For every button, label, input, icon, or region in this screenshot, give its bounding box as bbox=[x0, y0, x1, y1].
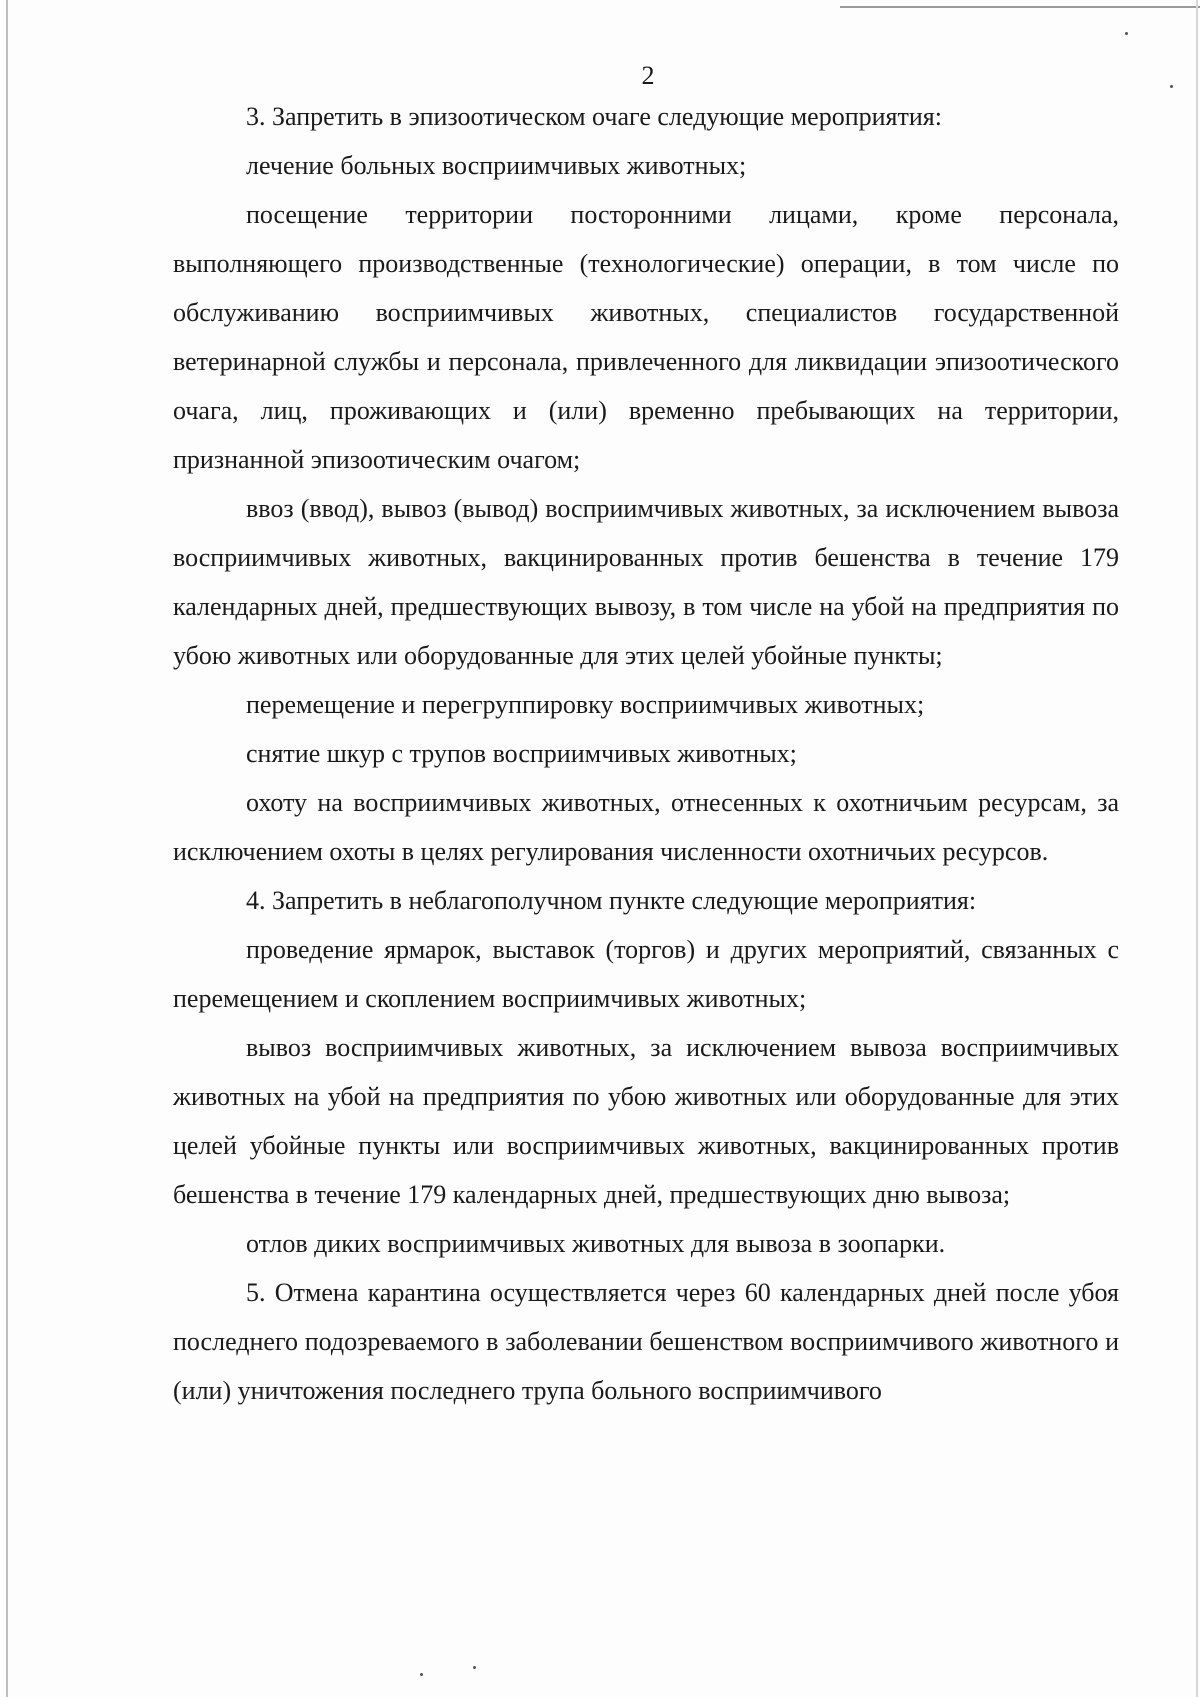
document-body bbox=[173, 92, 1119, 1415]
paragraph-skinning: снятие шкур с трупов восприимчивых животных; bbox=[246, 739, 797, 768]
paragraph-item-3-heading: 3. Запретить в эпизоотическом очаге следующие мероприятия: bbox=[246, 102, 942, 131]
paragraph-import-export: ввоз (ввод), вывоз (вывод) восприимчивых животных, за исключением вывоза восприимчивых животных, вакцинированных против бешенства в течение 179 календарных дней, предшествующих вывозу, в том числе на убой на предприятия по убою животных или оборудованные для этих целей убойные пункты; bbox=[173, 494, 1119, 670]
scan-speck bbox=[473, 1666, 476, 1669]
paragraph-item-5-quarantine: 5. Отмена карантина осуществляется через 60 календарных дней после убоя последнего подозреваемого в заболевании бешенством восприимчивого животного и (или) уничтожения последнего трупа больного восприимчивого bbox=[173, 1278, 1119, 1405]
scan-edge-right bbox=[1196, 0, 1198, 1697]
paragraph-visiting-territory: посещение территории посторонними лицами, кроме персонала, выполняющего производственные (технологические) операции, в том числе по обслуживанию восприимчивых животных, специалистов государственной ветеринарной службы и персонала, привлеченного для ликвидации эпизоотического очага, лиц, проживающих и (или) временно пребывающих на территории, признанной эпизоотическим очагом; bbox=[173, 200, 1119, 474]
paragraph-hunting: охоту на восприимчивых животных, отнесенных к охотничьим ресурсам, за исключением охоты в целях регулирования численности охотничьих ресурсов. bbox=[173, 788, 1119, 866]
paragraph-item-4-heading: 4. Запретить в неблагополучном пункте следующие мероприятия: bbox=[246, 886, 977, 915]
paragraph-fairs: проведение ярмарок, выставок (торгов) и других мероприятий, связанных с перемещением и скоплением восприимчивых животных; bbox=[173, 935, 1119, 1013]
paragraph-export-animals: вывоз восприимчивых животных, за исключением вывоза восприимчивых животных на убой на предприятия по убою животных или оборудованные для этих целей убойные пункты или восприимчивых животных, вакцинированных против бешенства в течение 179 календарных дней, предшествующих дню вывоза; bbox=[173, 1033, 1119, 1209]
page-number: 2 bbox=[641, 61, 655, 90]
paragraph-treatment: лечение больных восприимчивых животных; bbox=[246, 151, 747, 180]
paragraph-trapping: отлов диких восприимчивых животных для вывоза в зоопарки. bbox=[246, 1229, 946, 1258]
scan-speck bbox=[1170, 85, 1173, 88]
scan-edge-top bbox=[840, 6, 1200, 8]
scan-speck bbox=[1125, 32, 1128, 35]
paragraph-relocation: перемещение и перегруппировку восприимчивых животных; bbox=[246, 690, 925, 719]
scan-speck bbox=[420, 1673, 423, 1676]
scan-edge-left bbox=[6, 0, 8, 1697]
